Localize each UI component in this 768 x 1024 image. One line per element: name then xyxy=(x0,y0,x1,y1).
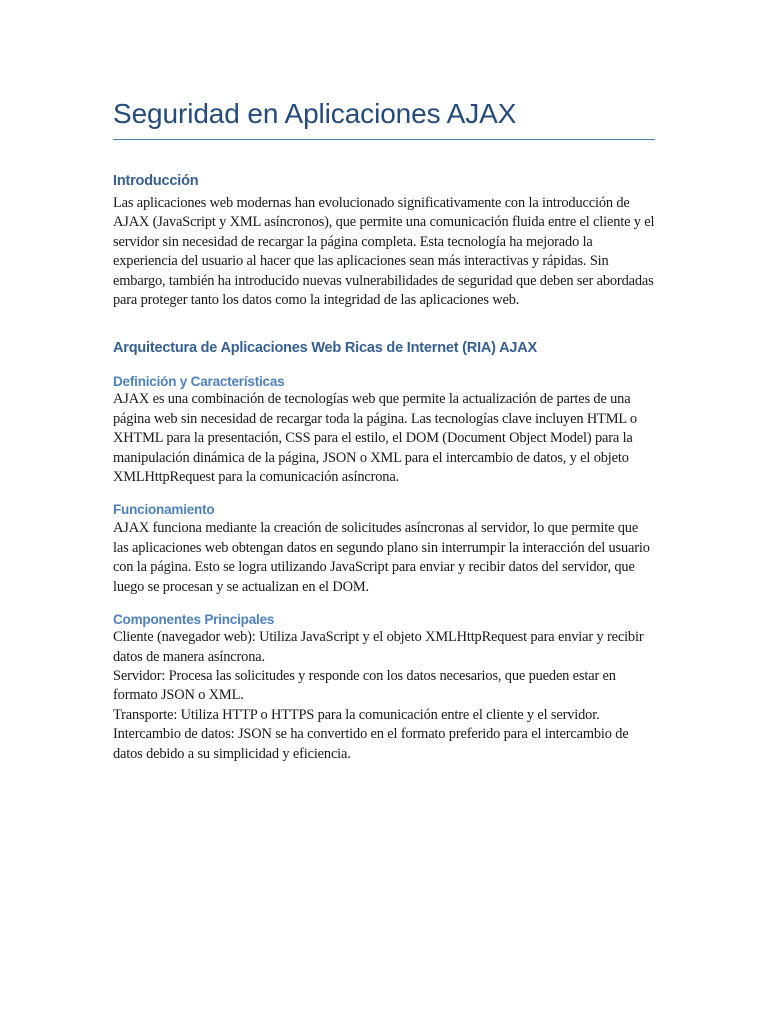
document-page xyxy=(113,94,655,764)
component-item-servidor: Servidor: Procesa las solicitudes y responde con los datos necesarios, que pueden estar en formato JSON o XML. xyxy=(113,667,616,704)
subsection-heading-componentes: Componentes Principales xyxy=(113,612,275,628)
document-title: Seguridad en Aplicaciones AJAX xyxy=(113,98,517,129)
section-heading-arquitectura: Arquitectura de Aplicaciones Web Ricas de Internet (RIA) AJAX xyxy=(113,340,537,357)
components-list xyxy=(113,628,655,764)
component-item-intercambio: Intercambio de datos: JSON se ha convertido en el formato preferido para el intercambio de datos debido a su simplicidad y eficiencia. xyxy=(113,726,629,762)
section-heading-introduccion: Introducción xyxy=(113,173,199,189)
operation-paragraph: AJAX funciona mediante la creación de solicitudes asíncronas al servidor, lo que permite que las aplicaciones web obtengan datos en segundo plano sin interrumpir la interacción del usuario con la página. Esto se logra utilizando JavaScript para enviar y recibir datos del servidor, que luego se procesan y se actualizan en el DOM. xyxy=(113,520,650,595)
component-item-transporte: Transporte: Utiliza HTTP o HTTPS para la comunicación entre el cliente y el servidor. xyxy=(113,706,600,723)
definition-paragraph: AJAX es una combinación de tecnologías web que permite la actualización de partes de una página web sin necesidad de recargar toda la página. Las tecnologías clave incluyen HTML o XHTML para la presentación, CSS para el estilo, el DOM (Document Object Model) para la manipulación dinámica de la página, JSON o XML para el intercambio de datos, y el objeto XMLHttpRequest para la comunicación asíncrona. xyxy=(113,391,637,486)
component-item-cliente: Cliente (navegador web): Utiliza JavaScript y el objeto XMLHttpRequest para enviar y recibir datos de manera asíncrona. xyxy=(113,629,644,665)
title-underline-rule xyxy=(113,139,655,140)
subsection-heading-definicion: Definición y Características xyxy=(113,374,285,390)
intro-paragraph: Las aplicaciones web modernas han evolucionado significativamente con la introducción de AJAX (JavaScript y XML asíncronos), que permite una comunicación fluida entre el cliente y el servidor sin necesidad de recargar la página completa. Esta tecnología ha mejorado la experiencia del usuario al hacer que las aplicaciones sean más interactivas y rápidas. Sin embargo, también ha introducido nuevas vulnerabilidades de seguridad que deben ser abordadas para proteger tanto los datos como la integridad de las aplicaciones web. xyxy=(113,195,655,309)
subsection-heading-funcionamiento: Funcionamiento xyxy=(113,502,215,518)
